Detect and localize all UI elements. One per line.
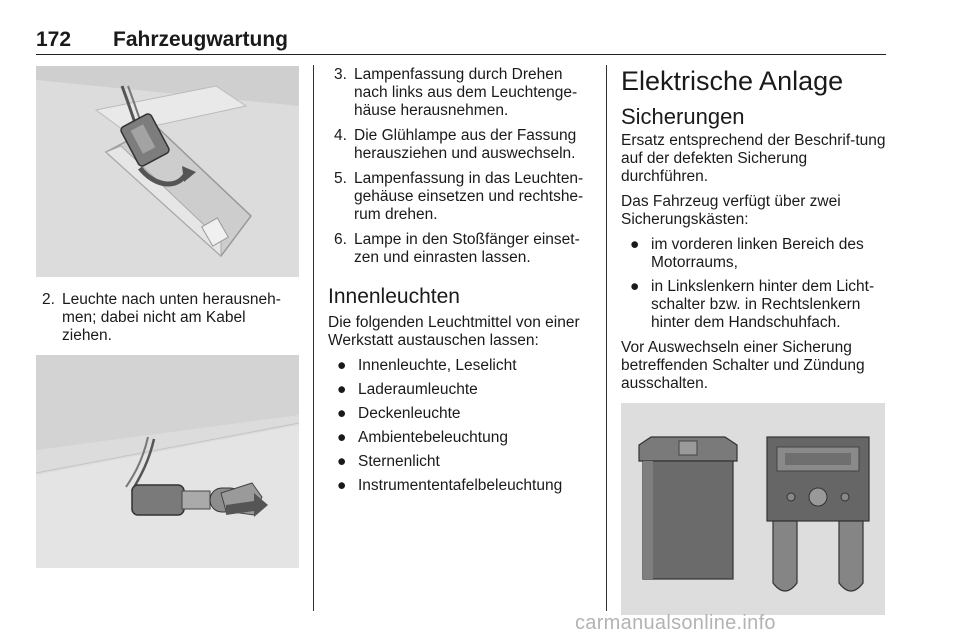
bullet: ●: [337, 477, 347, 494]
step-number: 6.: [334, 231, 347, 248]
list-item: [328, 453, 590, 471]
list-item-text: im vorderen linken Bereich des Motorraums,: [651, 236, 864, 271]
lamp-housing-illustration: [36, 66, 299, 277]
list-item-text: Innenleuchte, Leselicht: [358, 357, 517, 374]
section-heading-sicherungen: Sicherungen: [621, 104, 745, 129]
column-divider-right: [606, 65, 607, 611]
fuse-paragraph-2: Das Fahrzeug verfügt über zwei Sicherungskästen:: [621, 193, 841, 228]
list-item: [621, 236, 886, 272]
list-item-text: Ambientebeleuchtung: [358, 429, 508, 446]
steps-list-col1: [36, 291, 299, 345]
list-item-text: Deckenleuchte: [358, 405, 461, 422]
steps-list-col2: [328, 66, 590, 267]
step-text: Die Glühlampe aus der Fassung herausziehen und auswechseln.: [354, 127, 577, 162]
step-number: 2.: [42, 291, 55, 308]
fuse-illustration: [621, 403, 885, 615]
bullet: ●: [337, 405, 347, 422]
bullet: ●: [630, 236, 640, 253]
bullet: ●: [630, 278, 640, 295]
bullet: ●: [337, 381, 347, 398]
list-item: [328, 477, 590, 495]
page-number: 172: [36, 28, 72, 51]
list-item: [328, 405, 590, 423]
chapter-heading: Elektrische Anlage: [621, 66, 844, 96]
fuse-box-list: [621, 236, 886, 332]
bullet: ●: [337, 429, 347, 446]
list-item: [328, 357, 590, 375]
section-heading-innenleuchten: Innenleuchten: [328, 285, 460, 308]
bullet: ●: [337, 357, 347, 374]
step-text: Leuchte nach unten herausneh-men; dabei nicht am Kabel ziehen.: [62, 291, 281, 344]
step-5: [328, 170, 590, 224]
step-text: Lampenfassung in das Leuchten-gehäuse einsetzen und rechtshe-rum drehen.: [354, 170, 584, 223]
list-item: [621, 278, 886, 332]
fuse-paragraph-3: Vor Auswechseln einer Sicherung betreffenden Schalter und Zündung ausschalten.: [621, 339, 865, 392]
watermark: carmanualsonline.info: [575, 612, 776, 634]
step-2: [36, 291, 299, 345]
step-3: [328, 66, 590, 120]
innen-list: [328, 357, 590, 495]
page-header: [36, 28, 886, 55]
step-6: [328, 231, 590, 267]
list-item-text: Laderaumleuchte: [358, 381, 478, 398]
list-item: [328, 429, 590, 447]
innen-intro: Die folgenden Leuchtmittel von einer Werkstatt austauschen lassen:: [328, 314, 580, 349]
list-item-text: Instrumententafelbeleuchtung: [358, 477, 563, 494]
step-number: 5.: [334, 170, 347, 187]
step-number: 3.: [334, 66, 347, 83]
fuse-paragraph-1: Ersatz entsprechend der Beschrif-tung auf der defekten Sicherung durchführen.: [621, 132, 886, 185]
page-title: Fahrzeugwartung: [113, 28, 289, 51]
column-divider-left: [313, 65, 314, 611]
bulb-removal-illustration: [36, 355, 299, 568]
step-4: [328, 127, 590, 163]
column-right: [621, 66, 886, 615]
column-left: [36, 66, 299, 568]
list-item-text: Sternenlicht: [358, 453, 440, 470]
step-number: 4.: [334, 127, 347, 144]
list-item-text: in Linkslenkern hinter dem Licht-schalter bzw. in Rechtslenkern hinter dem Handschuhfach.: [651, 278, 875, 331]
step-text: Lampe in den Stoßfänger einset-zen und einrasten lassen.: [354, 231, 580, 266]
column-middle: [328, 66, 590, 502]
bullet: ●: [337, 453, 347, 470]
list-item: [328, 381, 590, 399]
step-text: Lampenfassung durch Drehen nach links aus dem Leuchtenge-häuse herausnehmen.: [354, 66, 578, 119]
